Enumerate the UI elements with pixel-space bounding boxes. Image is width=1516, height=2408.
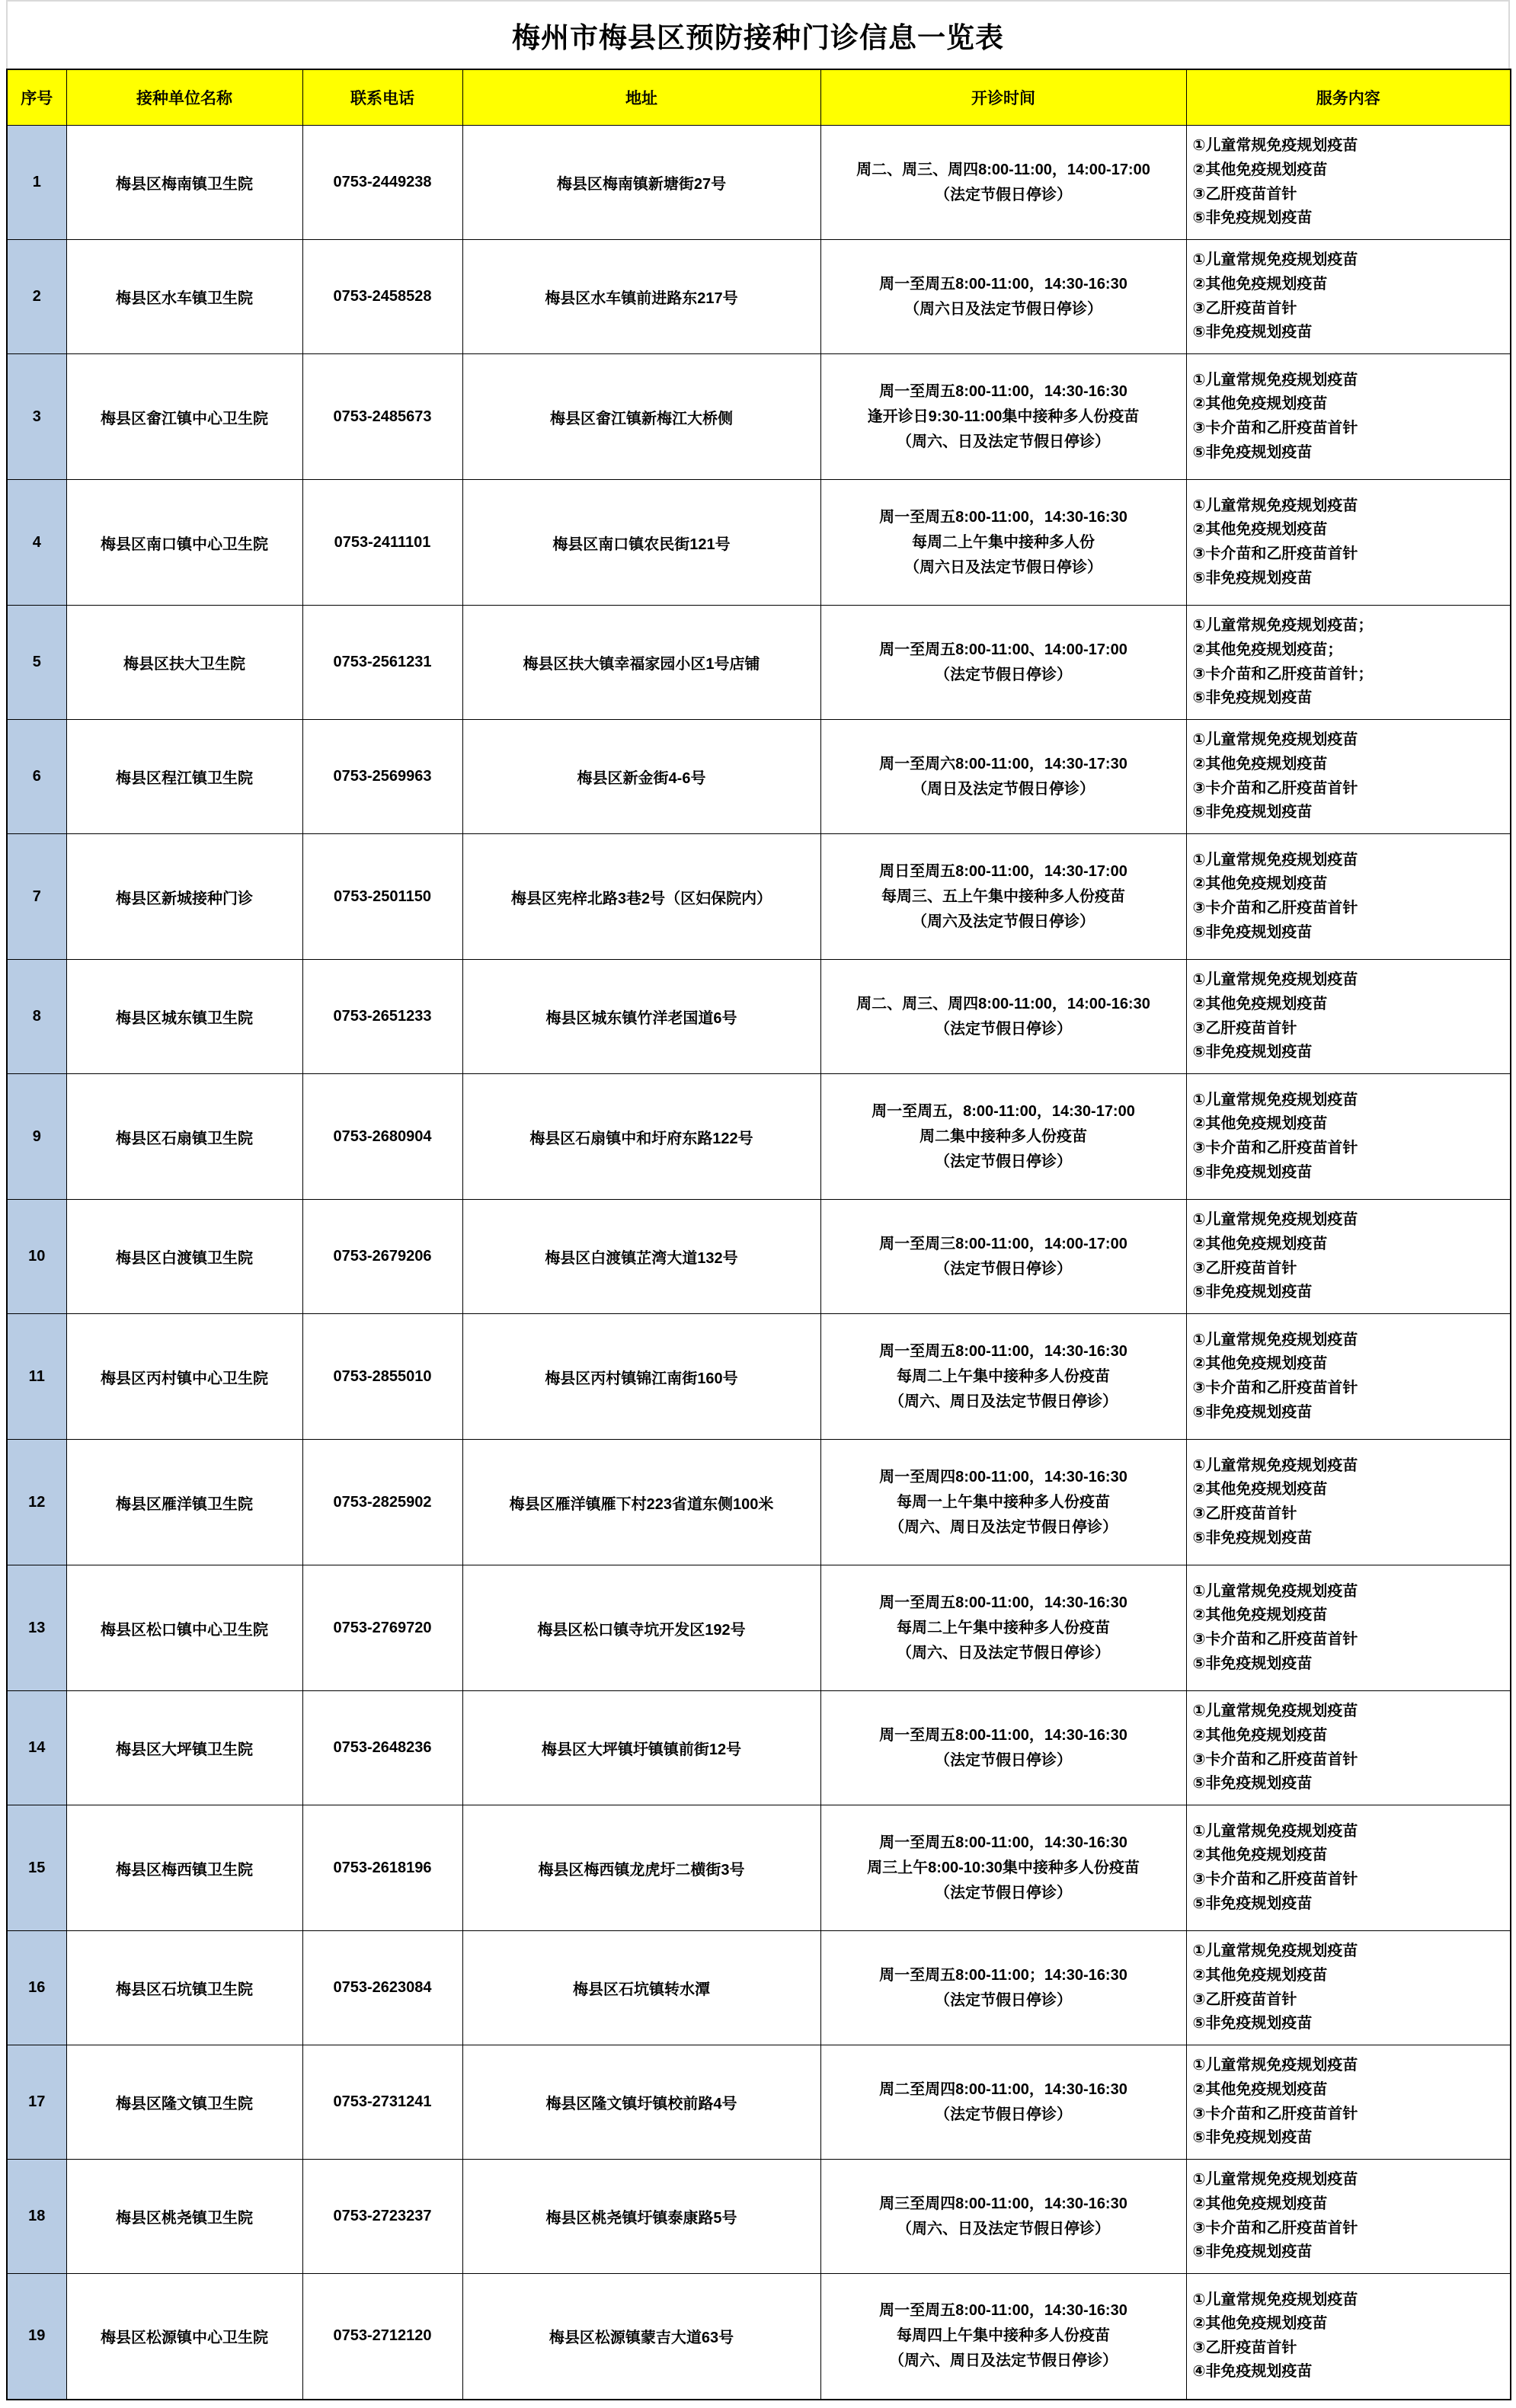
opening-hours-line: 每周二上午集中接种多人份疫苗 (897, 1619, 1110, 1636)
service-item: ②其他免疫规划疫苗 (1192, 875, 1328, 893)
cell-index: 2 (7, 240, 66, 354)
cell-index: 3 (7, 354, 66, 480)
table-row (7, 960, 1511, 1074)
opening-hours-line: 周一至周五8:00-11:00，14:30-16:30 (879, 508, 1127, 526)
cell-index: 16 (7, 1931, 66, 2045)
opening-hours-line: 周一至周五8:00-11:00、14:00-17:00 (879, 641, 1127, 658)
table-row (7, 480, 1511, 606)
cell-phone: 0753-2825902 (302, 1440, 462, 1565)
service-item: ②其他免疫规划疫苗 (1192, 1847, 1328, 1864)
service-item: ③乙肝疫苗首针 (1192, 1505, 1297, 1522)
cell-opening-hours (820, 1805, 1186, 1931)
service-item: ⑤非免疫规划疫苗 (1192, 2129, 1313, 2147)
cell-services (1186, 2274, 1511, 2400)
cell-services (1186, 1691, 1511, 1805)
service-item: ①儿童常规免疫规划疫苗 (1192, 1822, 1358, 1840)
service-item: ③卡介苗和乙肝疫苗首针 (1192, 545, 1358, 562)
cell-address: 梅县区松源镇蒙吉大道63号 (462, 2274, 820, 2400)
cell-phone: 0753-2501150 (302, 834, 462, 960)
table-row (7, 1805, 1511, 1931)
opening-hours-line: 周二、周三、周四8:00-11:00，14:00-17:00 (856, 161, 1150, 178)
service-item: ③卡介苗和乙肝疫苗首针 (1192, 1871, 1358, 1888)
cell-opening-hours (820, 834, 1186, 960)
service-item: ①儿童常规免疫规划疫苗 (1192, 1703, 1358, 1720)
cell-index: 18 (7, 2160, 66, 2274)
table-row (7, 1314, 1511, 1440)
cell-address: 梅县区白渡镇芷湾大道132号 (462, 1200, 820, 1314)
service-item: ②其他免疫规划疫苗 (1192, 1607, 1328, 1624)
column-header-address: 地址 (462, 69, 820, 126)
cell-index: 15 (7, 1805, 66, 1931)
table-row (7, 354, 1511, 480)
service-item: ②其他免疫规划疫苗 (1192, 2315, 1328, 2333)
opening-hours-line: 周三上午8:00-10:30集中接种多人份疫苗 (867, 1859, 1140, 1876)
service-item: ④非免疫规划疫苗 (1192, 2363, 1313, 2381)
service-item: ①儿童常规免疫规划疫苗 (1192, 371, 1358, 389)
cell-opening-hours (820, 1565, 1186, 1691)
cell-opening-hours (820, 1931, 1186, 2045)
cell-phone: 0753-2618196 (302, 1805, 462, 1931)
cell-address: 梅县区水车镇前进路东217号 (462, 240, 820, 354)
cell-unit-name: 梅县区新城接种门诊 (66, 834, 302, 960)
service-item: ③乙肝疫苗首针 (1192, 2339, 1297, 2356)
service-item: ③卡介苗和乙肝疫苗首针 (1192, 1140, 1358, 1156)
cell-phone: 0753-2712120 (302, 2274, 462, 2400)
cell-services (1186, 1565, 1511, 1691)
cell-services (1186, 1200, 1511, 1314)
opening-hours-line: （法定节假日停诊） (935, 1153, 1072, 1170)
cell-services (1186, 240, 1511, 354)
cell-unit-name: 梅县区丙村镇中心卫生院 (66, 1314, 302, 1440)
service-item: ⑤非免疫规划疫苗 (1192, 1163, 1313, 1181)
cell-services (1186, 1074, 1511, 1200)
service-item: ③卡介苗和乙肝疫苗首针 (1192, 779, 1358, 797)
opening-hours-line: 每周一上午集中接种多人份疫苗 (897, 1493, 1110, 1511)
opening-hours-line: （周六日及法定节假日停诊） (904, 558, 1102, 576)
cell-unit-name: 梅县区城东镇卫生院 (66, 960, 302, 1074)
cell-phone: 0753-2680904 (302, 1074, 462, 1200)
cell-services (1186, 1440, 1511, 1565)
service-item: ②其他免疫规划疫苗 (1192, 1966, 1328, 1984)
cell-address: 梅县区石扇镇中和圩府东路122号 (462, 1074, 820, 1200)
opening-hours-line: 周一至周五8:00-11:00，14:30-16:30 (879, 1726, 1127, 1744)
opening-hours-line: 周三至周四8:00-11:00，14:30-16:30 (879, 2195, 1127, 2212)
cell-unit-name: 梅县区程江镇卫生院 (66, 720, 302, 834)
cell-index: 14 (7, 1691, 66, 1805)
opening-hours-line: 周二集中接种多人份疫苗 (920, 1127, 1087, 1145)
cell-address: 梅县区新金街4-6号 (462, 720, 820, 834)
cell-unit-name: 梅县区松口镇中心卫生院 (66, 1565, 302, 1691)
cell-unit-name: 梅县区松源镇中心卫生院 (66, 2274, 302, 2400)
cell-services (1186, 2045, 1511, 2160)
cell-index: 13 (7, 1565, 66, 1691)
service-item: ③乙肝疫苗首针 (1192, 299, 1297, 317)
cell-address: 梅县区宪梓北路3巷2号（区妇保院内） (462, 834, 820, 960)
cell-index: 10 (7, 1200, 66, 1314)
cell-unit-name: 梅县区白渡镇卫生院 (66, 1200, 302, 1314)
cell-phone: 0753-2769720 (302, 1565, 462, 1691)
table-row (7, 126, 1511, 240)
cell-phone: 0753-2731241 (302, 2045, 462, 2160)
cell-phone: 0753-2679206 (302, 1200, 462, 1314)
opening-hours-line: （法定节假日停诊） (935, 2106, 1072, 2123)
table-row (7, 2045, 1511, 2160)
service-item: ②其他免疫规划疫苗 (1192, 755, 1328, 772)
opening-hours-line: （周日及法定节假日停诊） (912, 780, 1095, 798)
table-body (7, 126, 1511, 2400)
table-header (7, 69, 1511, 126)
cell-opening-hours (820, 2160, 1186, 2274)
cell-index: 7 (7, 834, 66, 960)
opening-hours-line: 周日至周五8:00-11:00，14:30-17:00 (879, 862, 1127, 880)
service-item: ⑤非免疫规划疫苗 (1192, 443, 1313, 461)
cell-index: 6 (7, 720, 66, 834)
table-row (7, 606, 1511, 720)
table-row (7, 1440, 1511, 1565)
opening-hours-line: 周一至周四8:00-11:00，14:30-16:30 (879, 1468, 1127, 1485)
service-item: ①儿童常规免疫规划疫苗 (1192, 2171, 1358, 2189)
opening-hours-line: 周一至周五8:00-11:00，14:30-16:30 (879, 275, 1127, 293)
cell-address: 梅县区畲江镇新梅江大桥侧 (462, 354, 820, 480)
service-item: ⑤非免疫规划疫苗 (1192, 209, 1313, 227)
service-item: ⑤非免疫规划疫苗 (1192, 689, 1313, 707)
service-item: ①儿童常规免疫规划疫苗 (1192, 2291, 1358, 2308)
opening-hours-line: 逢开诊日9:30-11:00集中接种多人份疫苗 (867, 408, 1140, 425)
service-item: ③卡介苗和乙肝疫苗首针 (1192, 1751, 1358, 1768)
opening-hours-line: （周六、日及法定节假日停诊） (897, 433, 1110, 450)
service-item: ①儿童常规免疫规划疫苗 (1192, 1457, 1358, 1474)
service-item: ⑤非免疫规划疫苗 (1192, 1529, 1313, 1546)
service-item: ③乙肝疫苗首针 (1192, 1019, 1297, 1037)
cell-opening-hours (820, 1200, 1186, 1314)
service-item: ①儿童常规免疫规划疫苗 (1192, 251, 1358, 269)
service-item: ③卡介苗和乙肝疫苗首针 (1192, 900, 1358, 916)
cell-opening-hours (820, 480, 1186, 606)
table-row (7, 1200, 1511, 1314)
service-item: ⑤非免疫规划疫苗 (1192, 1775, 1313, 1792)
service-item: ③卡介苗和乙肝疫苗首针 (1192, 2219, 1358, 2237)
cell-opening-hours (820, 1074, 1186, 1200)
opening-hours-line: （法定节假日停诊） (935, 1884, 1072, 1901)
cell-opening-hours (820, 2274, 1186, 2400)
table-row (7, 834, 1511, 960)
table-row (7, 720, 1511, 834)
opening-hours-line: 周一至周三8:00-11:00，14:00-17:00 (879, 1235, 1127, 1252)
opening-hours-line: （法定节假日停诊） (935, 666, 1072, 683)
cell-phone: 0753-2561231 (302, 606, 462, 720)
cell-index: 4 (7, 480, 66, 606)
cell-address: 梅县区大坪镇圩镇镇前街12号 (462, 1691, 820, 1805)
service-item: ②其他免疫规划疫苗 (1192, 2195, 1328, 2212)
service-item: ⑤非免疫规划疫苗 (1192, 804, 1313, 821)
cell-index: 19 (7, 2274, 66, 2400)
cell-unit-name: 梅县区梅南镇卫生院 (66, 126, 302, 240)
service-item: ③卡介苗和乙肝疫苗首针 (1192, 1631, 1358, 1648)
cell-index: 8 (7, 960, 66, 1074)
service-item: ②其他免疫规划疫苗 (1192, 1355, 1328, 1373)
table-row (7, 2274, 1511, 2400)
cell-phone: 0753-2485673 (302, 354, 462, 480)
service-item: ①儿童常规免疫规划疫苗 (1192, 1582, 1358, 1600)
cell-services (1186, 1314, 1511, 1440)
opening-hours-line: （法定节假日停诊） (935, 1020, 1072, 1038)
cell-address: 梅县区隆文镇圩镇校前路4号 (462, 2045, 820, 2160)
service-item: ③乙肝疫苗首针 (1192, 1259, 1297, 1277)
opening-hours-line: 周一至周五8:00-11:00，14:30-16:30 (879, 382, 1127, 400)
service-item: ②其他免疫规划疫苗 (1192, 1115, 1328, 1133)
service-item: ②其他免疫规划疫苗 (1192, 275, 1328, 293)
table-row (7, 1931, 1511, 2045)
service-item: ①儿童常规免疫规划疫苗 (1192, 497, 1358, 514)
service-item: ②其他免疫规划疫苗 (1192, 395, 1328, 413)
column-header-services: 服务内容 (1186, 69, 1511, 126)
cell-phone: 0753-2449238 (302, 126, 462, 240)
column-header-index: 序号 (7, 69, 66, 126)
cell-services (1186, 2160, 1511, 2274)
service-item: ⑤非免疫规划疫苗 (1192, 1403, 1313, 1421)
cell-address: 梅县区石坑镇转水潭 (462, 1931, 820, 2045)
service-item: ⑤非免疫规划疫苗 (1192, 2015, 1313, 2032)
opening-hours-line: 每周二上午集中接种多人份疫苗 (897, 1367, 1110, 1385)
table-row (7, 240, 1511, 354)
table-row (7, 1565, 1511, 1691)
table-row (7, 1691, 1511, 1805)
cell-index: 12 (7, 1440, 66, 1565)
cell-opening-hours (820, 720, 1186, 834)
service-item: ②其他免疫规划疫苗 (1192, 2080, 1328, 2098)
cell-unit-name: 梅县区南口镇中心卫生院 (66, 480, 302, 606)
cell-unit-name: 梅县区梅西镇卫生院 (66, 1805, 302, 1931)
opening-hours-line: 周一至周五，8:00-11:00，14:30-17:00 (872, 1102, 1135, 1120)
cell-index: 17 (7, 2045, 66, 2160)
cell-opening-hours (820, 1691, 1186, 1805)
service-item: ①儿童常规免疫规划疫苗 (1192, 971, 1358, 989)
service-item: ②其他免疫规划疫苗 (1192, 161, 1328, 178)
service-item: ②其他免疫规划疫苗 (1192, 1235, 1328, 1252)
cell-address: 梅县区城东镇竹洋老国道6号 (462, 960, 820, 1074)
cell-unit-name: 梅县区石扇镇卫生院 (66, 1074, 302, 1200)
cell-address: 梅县区梅西镇龙虎圩二横街3号 (462, 1805, 820, 1931)
cell-opening-hours (820, 606, 1186, 720)
cell-services (1186, 606, 1511, 720)
service-item: ⑤非免疫规划疫苗 (1192, 1895, 1313, 1912)
cell-services (1186, 1931, 1511, 2045)
cell-unit-name: 梅县区大坪镇卫生院 (66, 1691, 302, 1805)
service-item: ⑤非免疫规划疫苗 (1192, 1044, 1313, 1061)
opening-hours-line: 周一至周五8:00-11:00，14:30-16:30 (879, 2302, 1127, 2320)
service-item: ③乙肝疫苗首针 (1192, 1991, 1297, 2008)
service-item: ⑤非免疫规划疫苗 (1192, 2243, 1313, 2261)
cell-opening-hours (820, 354, 1186, 480)
opening-hours-line: （周六、日及法定节假日停诊） (897, 1644, 1110, 1661)
service-item: ②其他免疫规划疫苗 (1192, 1481, 1328, 1498)
opening-hours-line: 周一至周五8:00-11:00；14:30-16:30 (879, 1966, 1127, 1984)
cell-phone: 0753-2569963 (302, 720, 462, 834)
cell-opening-hours (820, 2045, 1186, 2160)
page-title: 梅州市梅县区预防接种门诊信息一览表 (512, 23, 1004, 54)
service-item: ①儿童常规免疫规划疫苗 (1192, 851, 1358, 868)
cell-phone: 0753-2623084 (302, 1931, 462, 2045)
opening-hours-line: 每周四上午集中接种多人份疫苗 (897, 2327, 1110, 2345)
service-item: ②其他免疫规划疫苗 (1192, 1726, 1328, 1744)
service-item: ①儿童常规免疫规划疫苗 (1192, 1943, 1358, 1960)
service-item: ⑤非免疫规划疫苗 (1192, 324, 1313, 341)
service-item: ③卡介苗和乙肝疫苗首针 (1192, 2105, 1358, 2122)
service-item: ①儿童常规免疫规划疫苗 (1192, 1211, 1358, 1229)
service-item: ⑤非免疫规划疫苗 (1192, 923, 1313, 941)
cell-address: 梅县区扶大镇幸福家园小区1号店铺 (462, 606, 820, 720)
cell-phone: 0753-2458528 (302, 240, 462, 354)
opening-hours-line: 每周三、五上午集中接种多人份疫苗 (881, 887, 1125, 905)
opening-hours-line: 周一至周五8:00-11:00，14:30-16:30 (879, 1342, 1127, 1360)
cell-opening-hours (820, 126, 1186, 240)
cell-services (1186, 1805, 1511, 1931)
opening-hours-line: 周二、周三、周四8:00-11:00，14:00-16:30 (856, 995, 1150, 1012)
cell-phone: 0753-2723237 (302, 2160, 462, 2274)
cell-unit-name: 梅县区隆文镇卫生院 (66, 2045, 302, 2160)
cell-index: 11 (7, 1314, 66, 1440)
service-item: ③卡介苗和乙肝疫苗首针 (1192, 1380, 1358, 1396)
service-item: ①儿童常规免疫规划疫苗 (1192, 731, 1358, 749)
cell-address: 梅县区松口镇寺坑开发区192号 (462, 1565, 820, 1691)
opening-hours-line: （法定节假日停诊） (935, 1260, 1072, 1278)
cell-index: 9 (7, 1074, 66, 1200)
opening-hours-line: 周一至周五8:00-11:00，14:30-16:30 (879, 1834, 1127, 1851)
opening-hours-line: （周六及法定节假日停诊） (912, 913, 1095, 930)
cell-services (1186, 960, 1511, 1074)
service-item: ①儿童常规免疫规划疫苗 (1192, 1331, 1358, 1348)
column-header-unit: 接种单位名称 (66, 69, 302, 126)
service-item: ②其他免疫规划疫苗 (1192, 995, 1328, 1012)
column-header-phone: 联系电话 (302, 69, 462, 126)
opening-hours-line: 周一至周五8:00-11:00，14:30-16:30 (879, 1594, 1127, 1611)
service-item: ③卡介苗和乙肝疫苗首针 (1192, 420, 1358, 437)
cell-opening-hours (820, 240, 1186, 354)
header-row (7, 69, 1511, 126)
cell-services (1186, 480, 1511, 606)
table-row (7, 1074, 1511, 1200)
cell-opening-hours (820, 1440, 1186, 1565)
vaccination-clinic-table (6, 69, 1511, 2400)
cell-address: 梅县区丙村镇锦江南街160号 (462, 1314, 820, 1440)
cell-opening-hours (820, 960, 1186, 1074)
cell-address: 梅县区梅南镇新塘街27号 (462, 126, 820, 240)
cell-unit-name: 梅县区石坑镇卫生院 (66, 1931, 302, 2045)
cell-unit-name: 梅县区畲江镇中心卫生院 (66, 354, 302, 480)
table-row (7, 2160, 1511, 2274)
opening-hours-line: （法定节假日停诊） (935, 186, 1072, 203)
service-item: ①儿童常规免疫规划疫苗 (1192, 1091, 1358, 1108)
cell-phone: 0753-2648236 (302, 1691, 462, 1805)
cell-phone: 0753-2411101 (302, 480, 462, 606)
cell-phone: 0753-2855010 (302, 1314, 462, 1440)
service-item: ⑤非免疫规划疫苗 (1192, 1655, 1313, 1672)
service-item: ①儿童常规免疫规划疫苗 (1192, 2057, 1358, 2074)
opening-hours-line: （周六、周日及法定节假日停诊） (889, 1518, 1118, 1536)
opening-hours-line: （周六日及法定节假日停诊） (904, 300, 1102, 318)
cell-unit-name: 梅县区雁洋镇卫生院 (66, 1440, 302, 1565)
cell-address: 梅县区桃尧镇圩镇泰康路5号 (462, 2160, 820, 2274)
cell-services (1186, 354, 1511, 480)
service-item: ①儿童常规免疫规划疫苗 (1192, 137, 1358, 155)
service-item: ⑤非免疫规划疫苗 (1192, 1284, 1313, 1301)
opening-hours-line: 周二至周四8:00-11:00，14:30-16:30 (879, 2080, 1127, 2098)
service-item: ②其他免疫规划疫苗 (1192, 521, 1328, 539)
opening-hours-line: （法定节假日停诊） (935, 1751, 1072, 1769)
opening-hours-line: （法定节假日停诊） (935, 1991, 1072, 2009)
service-item: ③卡介苗和乙肝疫苗首针； (1192, 665, 1374, 683)
service-item: ①儿童常规免疫规划疫苗； (1192, 617, 1374, 635)
opening-hours-line: （周六、周日及法定节假日停诊） (889, 2352, 1118, 2370)
cell-services (1186, 834, 1511, 960)
cell-index: 1 (7, 126, 66, 240)
service-item: ②其他免疫规划疫苗； (1192, 641, 1343, 658)
opening-hours-line: （周六、日及法定节假日停诊） (897, 2220, 1110, 2237)
cell-services (1186, 126, 1511, 240)
cell-index: 5 (7, 606, 66, 720)
cell-phone: 0753-2651233 (302, 960, 462, 1074)
cell-unit-name: 梅县区桃尧镇卫生院 (66, 2160, 302, 2274)
cell-address: 梅县区南口镇农民街121号 (462, 480, 820, 606)
opening-hours-line: 每周二上午集中接种多人份 (912, 533, 1095, 551)
cell-unit-name: 梅县区扶大卫生院 (66, 606, 302, 720)
opening-hours-line: （周六、周日及法定节假日停诊） (889, 1393, 1118, 1410)
opening-hours-line: 周一至周六8:00-11:00，14:30-17:30 (879, 755, 1127, 772)
cell-unit-name: 梅县区水车镇卫生院 (66, 240, 302, 354)
cell-services (1186, 720, 1511, 834)
column-header-hours: 开诊时间 (820, 69, 1186, 126)
service-item: ⑤非免疫规划疫苗 (1192, 569, 1313, 587)
document-title-band (6, 0, 1510, 69)
cell-opening-hours (820, 1314, 1186, 1440)
service-item: ③乙肝疫苗首针 (1192, 185, 1297, 203)
cell-address: 梅县区雁洋镇雁下村223省道东侧100米 (462, 1440, 820, 1565)
